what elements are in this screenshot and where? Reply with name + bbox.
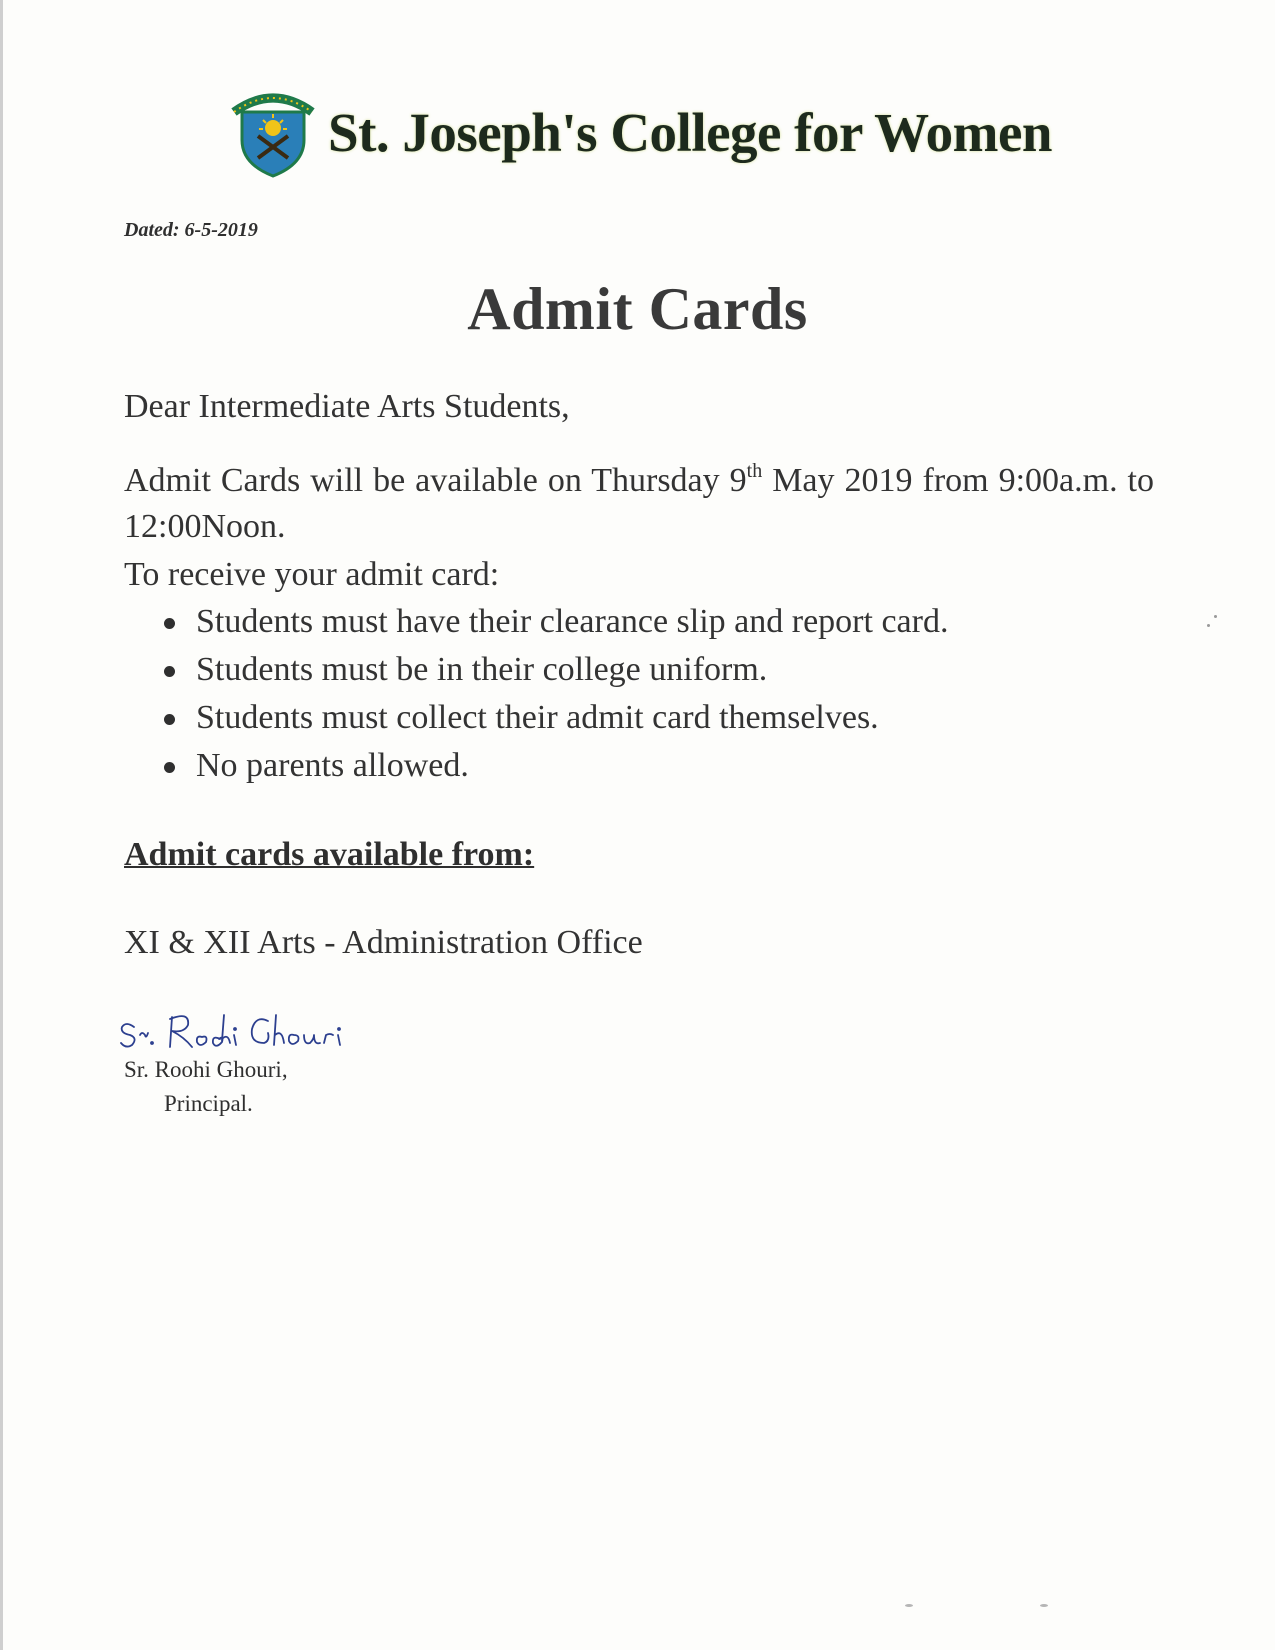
receive-intro: To receive your admit card: — [124, 556, 500, 593]
scan-edge — [0, 0, 3, 1650]
availability-paragraph — [124, 458, 1154, 550]
requirement-text: Students must collect their admit card themselves. — [196, 699, 879, 736]
bullet-icon — [164, 762, 175, 773]
salutation: Dear Intermediate Arts Students, — [124, 388, 570, 425]
list-item — [160, 646, 1160, 694]
bullet-icon — [164, 618, 175, 629]
notice-title: Admit Cards — [467, 276, 808, 342]
ordinal-suffix: th — [746, 460, 763, 482]
letterhead — [228, 84, 1052, 180]
office-line: XI & XII Arts - Administration Office — [124, 924, 643, 961]
date-line: Dated: 6-5-2019 — [124, 219, 258, 241]
handwritten-signature — [118, 1005, 378, 1055]
signatory-name: Sr. Roohi Ghouri, — [124, 1057, 288, 1082]
availability-text-end: May 2019 from 9:00a.m. to 12:00Noon. — [124, 462, 1155, 545]
list-item — [160, 598, 1160, 646]
requirements-list — [160, 598, 1160, 790]
list-item — [160, 742, 1160, 790]
requirement-text: No parents allowed. — [196, 747, 469, 784]
available-from-heading: Admit cards available from: — [124, 836, 535, 873]
signatory-title: Principal. — [164, 1091, 253, 1116]
scan-speck — [1207, 624, 1210, 627]
requirement-text: Students must have their clearance slip and report card. — [196, 603, 949, 640]
scan-speck — [905, 1604, 913, 1607]
list-item — [160, 694, 1160, 742]
bullet-icon — [164, 666, 175, 677]
bullet-icon — [164, 714, 175, 725]
scan-speck — [1214, 615, 1217, 618]
college-crest-icon — [228, 86, 318, 178]
availability-text-start: Admit Cards will be available on Thursday 9 — [124, 462, 747, 499]
scan-speck — [1040, 1604, 1048, 1607]
college-name: St. Joseph's College for Women — [328, 101, 1052, 163]
requirement-text: Students must be in their college uniform. — [196, 651, 768, 688]
